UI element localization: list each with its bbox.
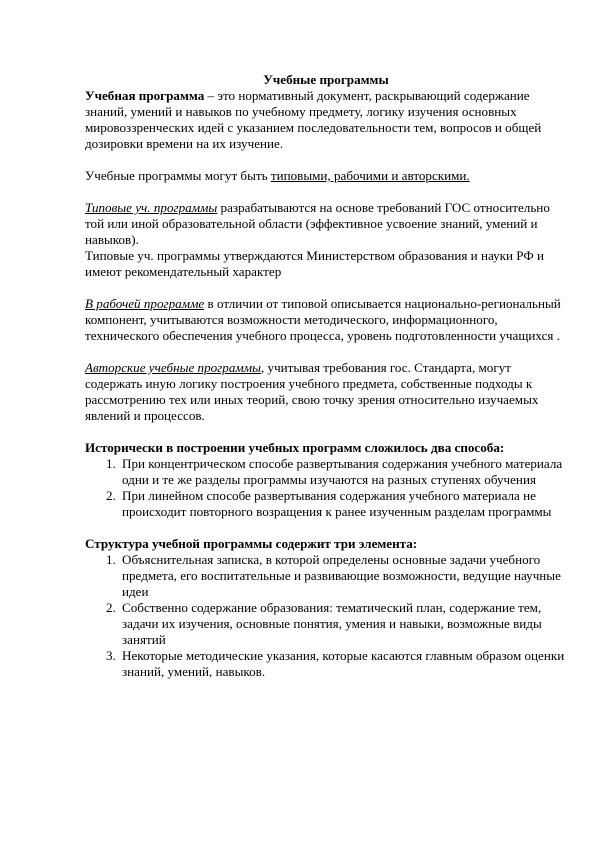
types-lead: Учебные программы могут быть bbox=[85, 168, 271, 183]
list-item-text: Собственно содержание образования: тематический план, содержание тем, задачи их изучения, основные понятия, умения и навыки, возможные виды занятий bbox=[122, 600, 542, 647]
list-item bbox=[85, 488, 565, 520]
working-text: в отличии от типовой описывается национально-региональный компонент, учитываются возможности методического, информационного, технического обеспечения учебного процесса, уровень подготовленности учащихся . bbox=[85, 296, 561, 343]
list-item-number: 2. bbox=[106, 488, 116, 503]
spacer bbox=[85, 424, 565, 440]
typical-approval: Типовые уч. программы утверждаются Министерством образования и науки РФ и имеют рекомендательный характер bbox=[85, 248, 544, 279]
typical-paragraph bbox=[85, 200, 565, 248]
author-term: Авторские учебные программы bbox=[85, 360, 261, 375]
list-item-text: При концентрическом способе развертывания содержания учебного материала одни и те же разделы программы изучаются на разных ступенях обучения bbox=[122, 456, 563, 487]
list-item-text: При линейном способе развертывания содержания учебного материала не происходит повторного возращения к ранее изученным разделам программы bbox=[122, 488, 552, 519]
structure-list bbox=[85, 552, 565, 680]
list-item-text: Объяснительная записка, в которой определены основные задачи учебного предмета, его воспитательные и развивающие возможности, ведущие научные идеи bbox=[122, 552, 561, 599]
intro-paragraph bbox=[85, 88, 565, 152]
spacer bbox=[85, 344, 565, 360]
document-page bbox=[85, 72, 565, 680]
author-text: , учитывая требования гос. Стандарта, могут содержать иную логику построения учебного предмета, собственные подходы к рассмотрению тех или иных теорий, свою точку зрения относительно изучаемых явлений и процессов. bbox=[85, 360, 539, 423]
list-item bbox=[85, 600, 565, 648]
spacer bbox=[85, 152, 565, 168]
types-kinds: типовыми, рабочими и авторскими. bbox=[270, 168, 470, 183]
working-term: В рабочей программе bbox=[85, 296, 205, 311]
spacer bbox=[85, 184, 565, 200]
list-item-number: 3. bbox=[106, 648, 116, 663]
typical-text: разрабатываются на основе требований ГОС относительно той или иной образовательной области (эффективное усвоение знаний, умений и навыков). bbox=[85, 200, 550, 247]
list-item-number: 1. bbox=[106, 456, 116, 471]
types-paragraph bbox=[85, 168, 565, 184]
page-title: Учебные программы bbox=[263, 72, 389, 87]
methods-heading: Исторически в построении учебных программ сложилось два способа: bbox=[85, 440, 505, 455]
list-item-text: Некоторые методические указания, которые касаются главным образом оценки знаний, умений, навыков. bbox=[122, 648, 565, 679]
methods-list bbox=[85, 456, 565, 520]
list-item-number: 2. bbox=[106, 600, 116, 615]
author-paragraph bbox=[85, 360, 565, 424]
intro-definition: – это нормативный документ, раскрывающий содержание знаний, умений и навыков по учебному предмету, логику изучения основных мировоззренческих идей с указанием последовательности тем, вопросов и общей дозировки времени на их изучение. bbox=[85, 88, 542, 151]
list-item bbox=[85, 648, 565, 680]
spacer bbox=[85, 520, 565, 536]
working-paragraph bbox=[85, 296, 565, 344]
list-item-number: 1. bbox=[106, 552, 116, 567]
structure-heading: Структура учебной программы содержит три элемента: bbox=[85, 536, 418, 551]
list-item bbox=[85, 456, 565, 488]
typical-term: Типовые уч. программы bbox=[85, 200, 218, 215]
intro-term: Учебная программа bbox=[85, 88, 205, 103]
list-item bbox=[85, 552, 565, 600]
spacer bbox=[85, 280, 565, 296]
